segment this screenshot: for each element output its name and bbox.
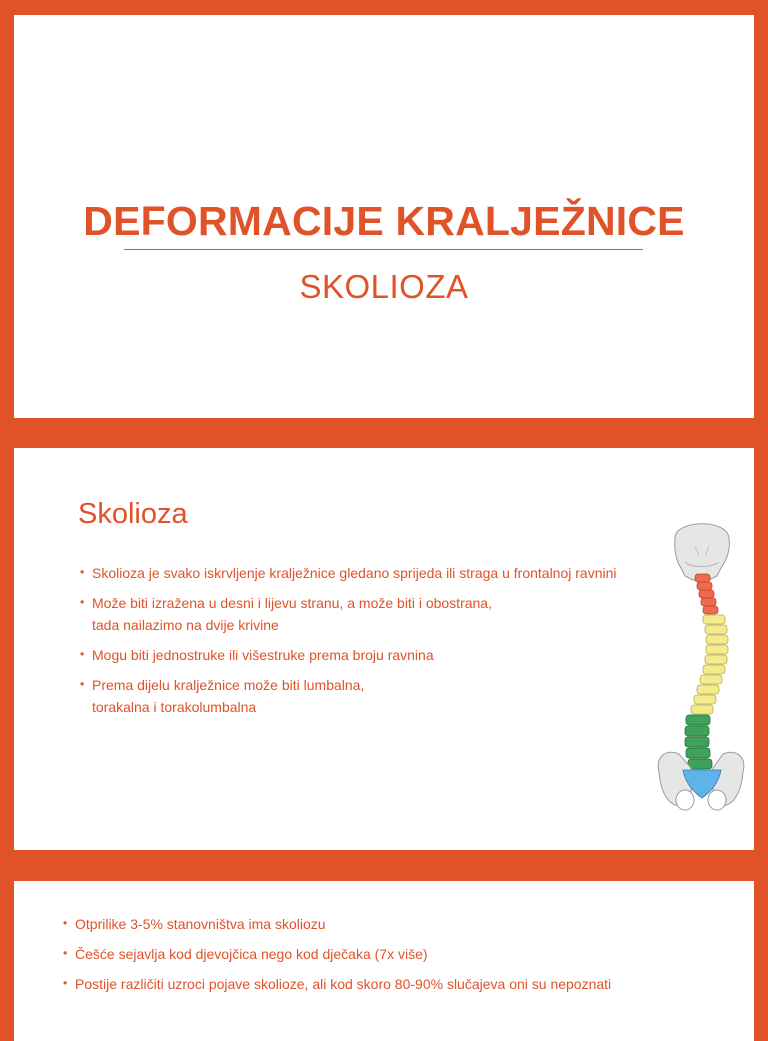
bullet-item xyxy=(62,945,702,963)
bullet-item xyxy=(78,564,658,582)
bullet-text: Postije različiti uzroci pojave skolioze, ali kod skoro 80-90% slučajeva oni su nepoznati xyxy=(75,976,612,992)
bullet-text: Može biti izražena u desni i lijevu stranu, a može biti i obostrana, xyxy=(92,595,492,611)
bullet-item xyxy=(78,594,658,612)
bullet-continuation xyxy=(78,616,658,634)
bullet-list xyxy=(62,915,702,1005)
content-slide-statistics xyxy=(14,881,754,1041)
bullet-item xyxy=(62,915,702,933)
bullet-continuation-text: torakalna i torakolumbalna xyxy=(92,699,257,715)
slide-heading: Skolioza xyxy=(78,498,188,530)
skull-icon xyxy=(675,524,730,580)
bullet-text: Otprilike 3-5% stanovništva ima skoliozu xyxy=(75,916,326,932)
bullet-text: Prema dijelu kralježnice može biti lumbalna, xyxy=(92,677,365,693)
title-underline xyxy=(124,249,643,250)
spine-skeleton-icon xyxy=(655,516,747,818)
bullet-item xyxy=(62,975,702,993)
cervical-vertebrae xyxy=(695,574,718,614)
bullet-item xyxy=(78,676,658,694)
content-slide-skolioza xyxy=(14,448,754,850)
bullet-text: Češće sejavlja kod djevojčica nego kod dječaka (7x više) xyxy=(75,946,428,962)
bullet-text: Mogu biti jednostruke ili višestruke prema broju ravnina xyxy=(92,647,434,663)
bullet-continuation-text: tada nailazimo na dvije krivine xyxy=(92,617,279,633)
lumbar-vertebrae xyxy=(685,715,712,769)
title-slide xyxy=(14,15,754,418)
bullet-text: Skolioza je svako iskrvljenje kralježnice gledano sprijeda ili straga u frontalnoj ravnini xyxy=(92,565,617,581)
bullet-continuation xyxy=(78,698,658,716)
thoracic-vertebrae xyxy=(691,615,728,714)
bullet-list xyxy=(78,564,658,728)
presentation-subtitle: SKOLIOZA xyxy=(299,268,469,305)
bullet-item xyxy=(78,646,658,664)
presentation-title: DEFORMACIJE KRALJEŽNICE xyxy=(83,198,685,244)
